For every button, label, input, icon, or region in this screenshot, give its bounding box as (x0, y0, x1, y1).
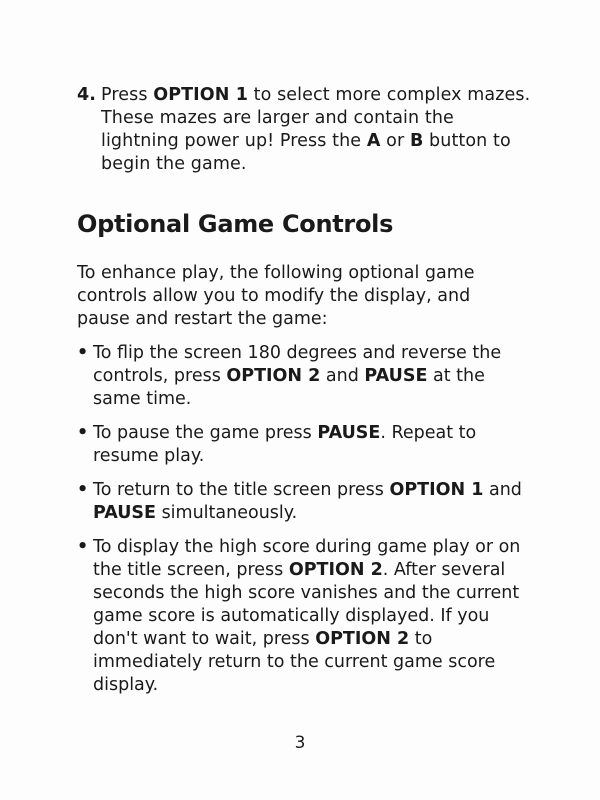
list-item (77, 342, 527, 411)
text-run: to immediately return to the current game score display. (93, 629, 496, 695)
list-item (77, 479, 527, 525)
bullet-icon: • (77, 423, 89, 443)
text-run: To flip the screen 180 degrees and reverse the controls, press (93, 343, 502, 386)
text-run: button to begin the game. (101, 131, 511, 174)
page-number: 3 (294, 733, 306, 753)
text-run: . After several seconds the high score vanishes and the current game score is automatically displayed. If you don't want to wait, press (93, 560, 520, 649)
text-run: or (380, 131, 410, 151)
list-item (77, 536, 527, 697)
text-run: Press (101, 85, 154, 105)
step-4 (77, 84, 537, 176)
controls-list (77, 342, 527, 708)
text-run: and (483, 480, 522, 500)
step-number: 4. (77, 85, 97, 105)
text-run: . Repeat to resume play. (93, 423, 477, 466)
section-heading: Optional Game Controls (77, 210, 394, 238)
text-run: at the same time. (93, 366, 485, 409)
bullet-icon: • (77, 343, 89, 363)
key-option-2: OPTION 2 (288, 560, 383, 580)
key-pause: PAUSE (364, 366, 428, 386)
key-a: A (366, 131, 381, 151)
text-run: and (320, 366, 365, 386)
text-run: To display the high score during game play or on the title screen, press (93, 537, 521, 580)
key-option-2: OPTION 2 (315, 629, 410, 649)
step-text (77, 84, 537, 176)
bullet-icon: • (77, 480, 89, 500)
text-run: To pause the game press (93, 423, 318, 443)
text-run: simultaneously. (156, 503, 298, 523)
key-option-1: OPTION 1 (389, 480, 484, 500)
key-pause: PAUSE (93, 503, 156, 523)
key-option-1: OPTION 1 (153, 85, 248, 105)
key-pause: PAUSE (317, 423, 381, 443)
section-intro: To enhance play, the following optional game controls allow you to modify the display, and pause and restart the game: (77, 263, 475, 329)
list-item (77, 422, 527, 468)
key-b: B (409, 131, 424, 151)
bullet-icon: • (77, 537, 89, 557)
key-option-2: OPTION 2 (226, 366, 321, 386)
text-run: To return to the title screen press (93, 480, 390, 500)
text-run: to select more complex mazes. These mazes are larger and contain the lightning power up! Press the (101, 85, 531, 151)
